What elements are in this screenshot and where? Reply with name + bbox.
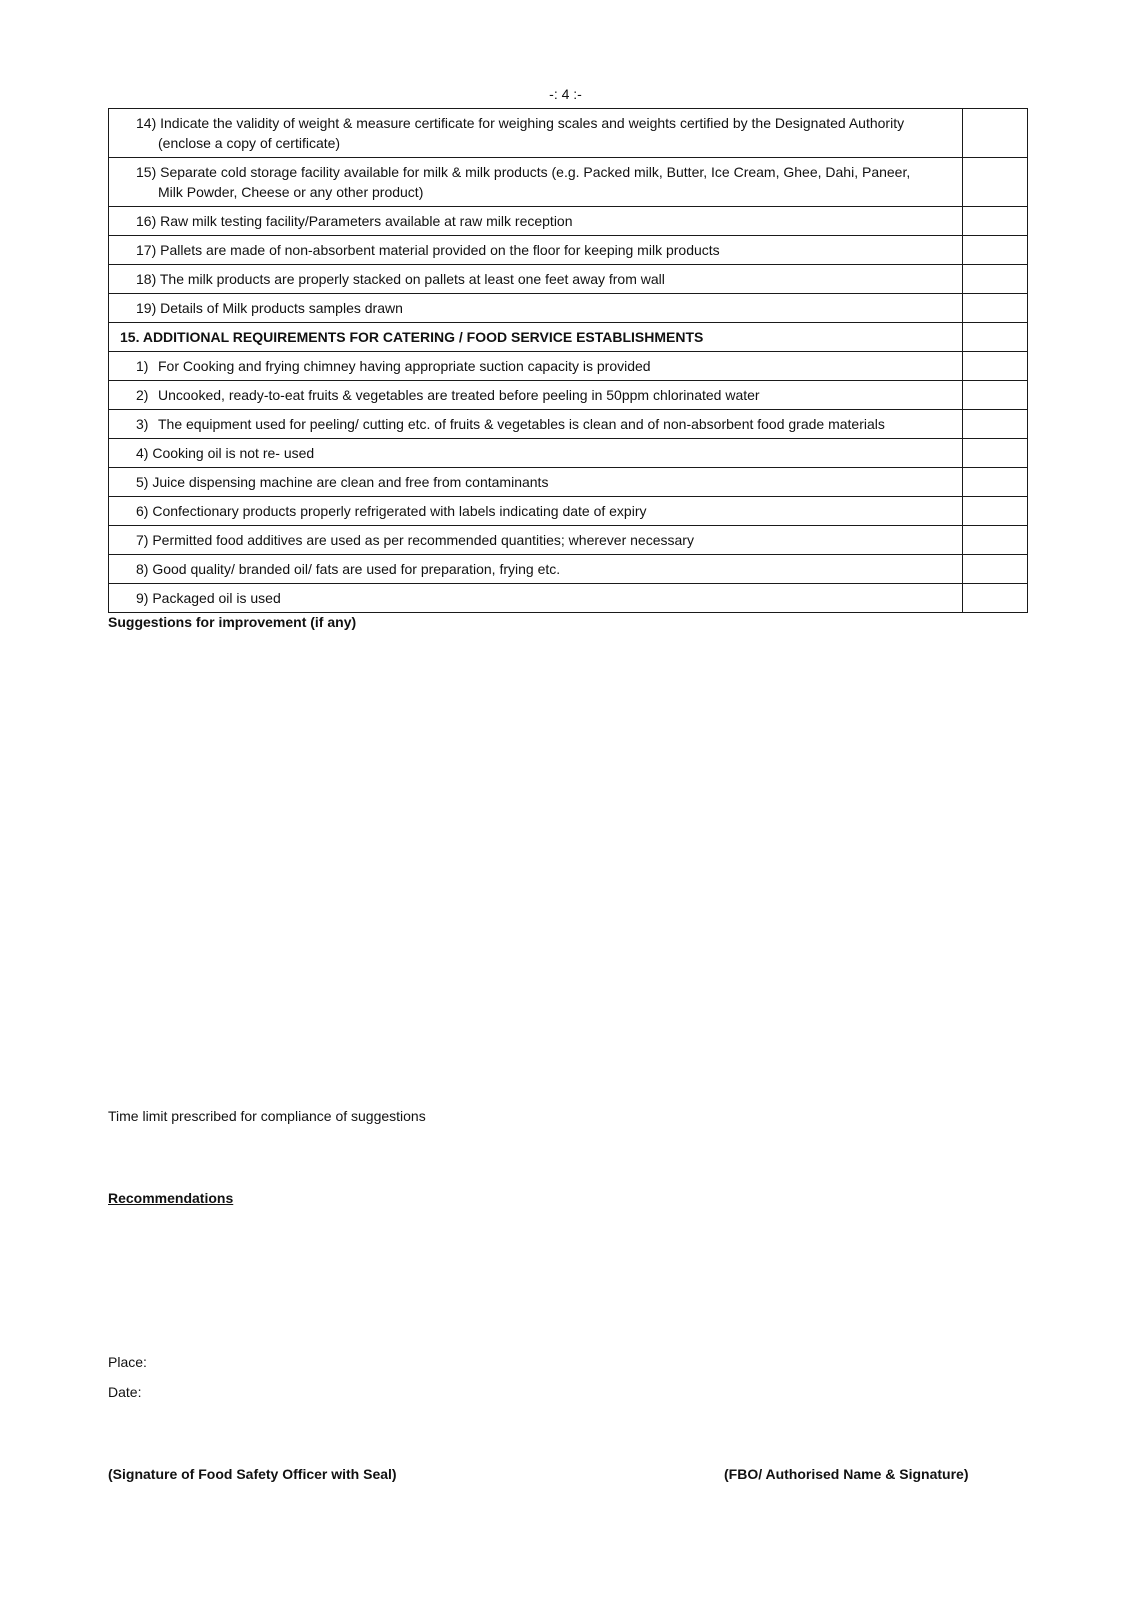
table-row (109, 555, 1028, 584)
checklist-item (109, 468, 963, 497)
response-box[interactable] (963, 265, 1028, 294)
table-row (109, 294, 1028, 323)
time-limit-label: Time limit prescribed for compliance of suggestions (108, 1108, 426, 1124)
item-text-continued: Milk Powder, Cheese or any other product) (158, 184, 424, 200)
item-text: 15) Separate cold storage facility available for milk & milk products (e.g. Packed milk, Butter, Ice Cream, Ghee, Dahi, Paneer, (136, 164, 911, 180)
item-number: 3) (136, 416, 149, 432)
table-row (109, 381, 1028, 410)
checklist-item (109, 236, 963, 265)
table-row (109, 109, 1028, 158)
checklist-item (109, 584, 963, 613)
response-box[interactable] (963, 497, 1028, 526)
table-row (109, 207, 1028, 236)
response-box[interactable] (963, 207, 1028, 236)
item-text: 5) Juice dispensing machine are clean and free from contaminants (136, 474, 549, 490)
item-text: 9) Packaged oil is used (136, 590, 281, 606)
fbo-signature-label: (FBO/ Authorised Name & Signature) (724, 1466, 969, 1482)
checklist-item (109, 555, 963, 584)
checklist-item (109, 265, 963, 294)
checklist-item (109, 207, 963, 236)
item-text: The equipment used for peeling/ cutting etc. of fruits & vegetables is clean and of non-absorbent food grade materials (158, 416, 885, 432)
response-box[interactable] (963, 109, 1028, 158)
checklist-item (109, 381, 963, 410)
table-row (109, 323, 1028, 352)
recommendations-heading: Recommendations (108, 1190, 234, 1206)
response-box[interactable] (963, 439, 1028, 468)
table-row (109, 265, 1028, 294)
response-box[interactable] (963, 468, 1028, 497)
checklist-item (109, 109, 963, 158)
response-box[interactable] (963, 352, 1028, 381)
checklist-item (109, 497, 963, 526)
section-heading: 15. ADDITIONAL REQUIREMENTS FOR CATERING / FOOD SERVICE ESTABLISHMENTS (109, 323, 963, 352)
officer-signature-label: (Signature of Food Safety Officer with Seal) (108, 1466, 397, 1482)
item-text: For Cooking and frying chimney having appropriate suction capacity is provided (158, 358, 651, 374)
item-text: 19) Details of Milk products samples drawn (136, 300, 403, 316)
response-box[interactable] (963, 555, 1028, 584)
table-row (109, 439, 1028, 468)
response-box[interactable] (963, 584, 1028, 613)
place-label: Place: (108, 1354, 147, 1370)
table-row (109, 526, 1028, 555)
item-text: 14) Indicate the validity of weight & measure certificate for weighing scales and weights certified by the Designated Authority (136, 115, 905, 131)
response-box[interactable] (963, 381, 1028, 410)
item-text-continued: (enclose a copy of certificate) (158, 135, 341, 151)
table-row (109, 158, 1028, 207)
suggestions-heading: Suggestions for improvement (if any) (108, 614, 357, 630)
table-row (109, 468, 1028, 497)
item-number: 1) (136, 358, 149, 374)
response-box[interactable] (963, 410, 1028, 439)
date-label: Date: (108, 1384, 142, 1400)
item-text: Uncooked, ready-to-eat fruits & vegetables are treated before peeling in 50ppm chlorinated water (158, 387, 760, 403)
response-box[interactable] (963, 526, 1028, 555)
checklist-item (109, 526, 963, 555)
response-box[interactable] (963, 158, 1028, 207)
table-row (109, 352, 1028, 381)
item-text: 16) Raw milk testing facility/Parameters available at raw milk reception (136, 213, 573, 229)
checklist-item (109, 439, 963, 468)
table-row (109, 236, 1028, 265)
checklist-item (109, 410, 963, 439)
table-row (109, 497, 1028, 526)
checklist-table (108, 108, 1028, 613)
response-box (963, 323, 1028, 352)
checklist-item (109, 158, 963, 207)
item-text: 8) Good quality/ branded oil/ fats are used for preparation, frying etc. (136, 561, 561, 577)
item-text: 18) The milk products are properly stacked on pallets at least one feet away from wall (136, 271, 665, 287)
checklist-item (109, 294, 963, 323)
item-text: 17) Pallets are made of non-absorbent material provided on the floor for keeping milk products (136, 242, 720, 258)
response-box[interactable] (963, 294, 1028, 323)
table-row (109, 584, 1028, 613)
response-box[interactable] (963, 236, 1028, 265)
table-row (109, 410, 1028, 439)
item-text: 6) Confectionary products properly refrigerated with labels indicating date of expiry (136, 503, 647, 519)
page-number: -: 4 :- (549, 86, 582, 102)
item-text: 7) Permitted food additives are used as per recommended quantities; wherever necessary (136, 532, 694, 548)
item-number: 2) (136, 387, 149, 403)
checklist-item (109, 352, 963, 381)
item-text: 4) Cooking oil is not re- used (136, 445, 315, 461)
